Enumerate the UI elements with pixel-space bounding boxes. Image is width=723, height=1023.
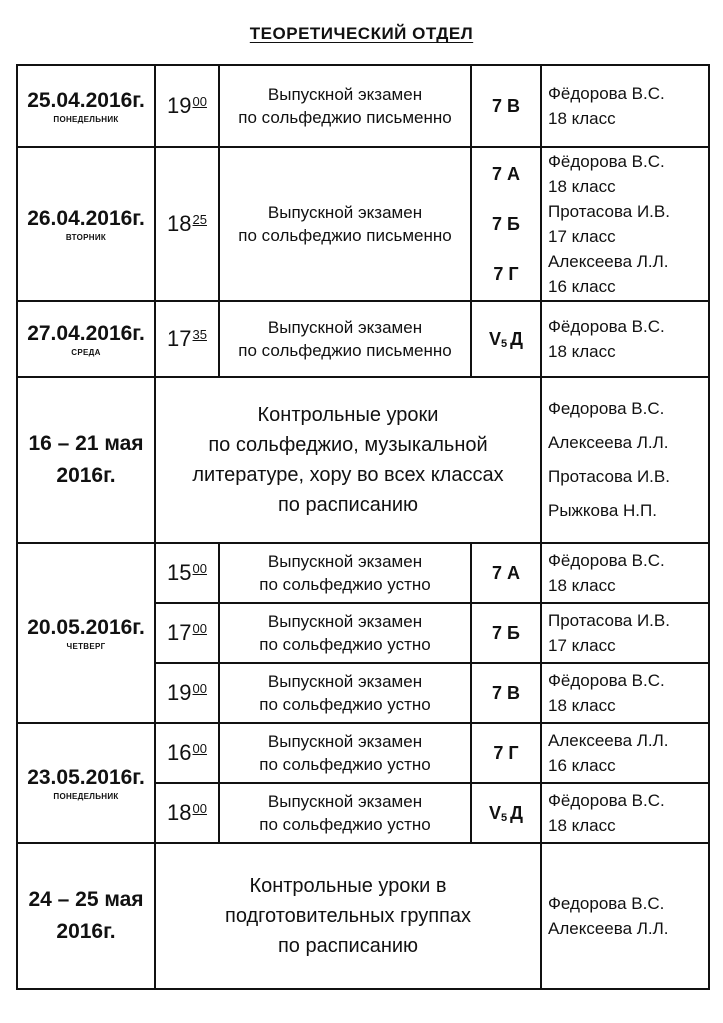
page-title: ТЕОРЕТИЧЕСКИЙ ОТДЕЛ — [249, 24, 474, 43]
event-cell: Выпускной экзамен по сольфеджио устно — [219, 723, 471, 783]
table-row — [17, 377, 709, 543]
class-cell: 7 А — [471, 543, 541, 603]
event-cell: Выпускной экзамен по сольфеджио устно — [219, 783, 471, 843]
event-cell: Выпускной экзамен по сольфеджио устно — [219, 603, 471, 663]
date-cell: 16 – 21 мая 2016г. — [17, 377, 155, 543]
date-cell: 27.04.2016г. СРЕДА — [17, 301, 155, 377]
time-cell: $19^{00}$ — [155, 65, 219, 147]
time-cell: $18^{00}$ — [155, 783, 219, 843]
time-cell: $17^{35}$ — [155, 301, 219, 377]
event-cell: Выпускной экзамен по сольфеджио устно — [219, 543, 471, 603]
class-cell: $V_5$ Д — [471, 301, 541, 377]
class-cell: 7 В — [471, 65, 541, 147]
table-row — [17, 301, 709, 377]
class-cell: $V_5$ Д — [471, 783, 541, 843]
teacher-cell: Фёдорова В.С. 18 класс — [541, 65, 709, 147]
date-cell: 20.05.2016г. ЧЕТВЕРГ — [17, 543, 155, 723]
event-cell: Выпускной экзамен по сольфеджио письменно — [219, 147, 471, 301]
date-cell: 25.04.2016г. ПОНЕДЕЛЬНИК — [17, 65, 155, 147]
class-cell: 7 В — [471, 663, 541, 723]
table-row — [17, 543, 709, 603]
class-cell: 7 Б — [471, 603, 541, 663]
schedule-table — [16, 64, 710, 990]
event-cell: Контрольные уроки по сольфеджио, музыкальной литературе, хору во всех классах по расписанию — [155, 377, 541, 543]
time-cell: $19^{00}$ — [155, 663, 219, 723]
table-row — [17, 147, 709, 301]
table-row — [17, 65, 709, 147]
time-cell: $18^{25}$ — [155, 147, 219, 301]
teacher-cell: Фёдорова В.С. 18 класс Протасова И.В. 17 класс Алексеева Л.Л. 16 класс — [541, 147, 709, 301]
event-cell: Выпускной экзамен по сольфеджио устно — [219, 663, 471, 723]
time-cell: $15^{00}$ — [155, 543, 219, 603]
teacher-cell: Федорова В.С. Алексеева Л.Л. — [541, 843, 709, 989]
teacher-cell: Фёдорова В.С. 18 класс — [541, 783, 709, 843]
date-cell: 23.05.2016г. ПОНЕДЕЛЬНИК — [17, 723, 155, 843]
event-cell: Выпускной экзамен по сольфеджио письменно — [219, 65, 471, 147]
teacher-cell: Протасова И.В. 17 класс — [541, 603, 709, 663]
time-cell: $16^{00}$ — [155, 723, 219, 783]
date-cell: 24 – 25 мая 2016г. — [17, 843, 155, 989]
date-cell: 26.04.2016г. ВТОРНИК — [17, 147, 155, 301]
teacher-cell: Фёдорова В.С. 18 класс — [541, 663, 709, 723]
teacher-cell: Федорова В.С. Алексеева Л.Л. Протасова И.В. Рыжкова Н.П. — [541, 377, 709, 543]
teacher-cell: Фёдорова В.С. 18 класс — [541, 301, 709, 377]
event-cell: Контрольные уроки в подготовительных группах по расписанию — [155, 843, 541, 989]
table-row — [17, 723, 709, 783]
teacher-cell: Фёдорова В.С. 18 класс — [541, 543, 709, 603]
class-cell: 7 Г — [471, 723, 541, 783]
time-cell: $17^{00}$ — [155, 603, 219, 663]
class-cell: 7 А 7 Б 7 Г — [471, 147, 541, 301]
event-cell: Выпускной экзамен по сольфеджио письменно — [219, 301, 471, 377]
teacher-cell: Алексеева Л.Л. 16 класс — [541, 723, 709, 783]
table-row — [17, 843, 709, 989]
